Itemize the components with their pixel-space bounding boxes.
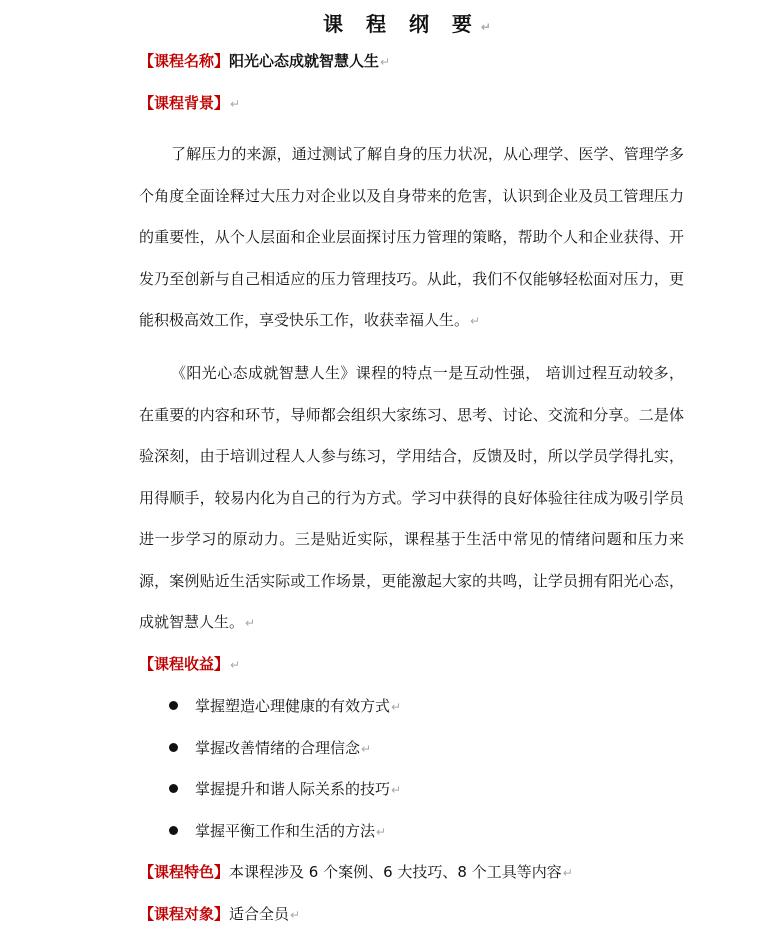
benefits-list <box>169 686 401 852</box>
paragraph-mark: ↵ <box>290 908 301 922</box>
bullet-icon <box>169 743 178 752</box>
paragraph-mark: ↵ <box>230 658 241 672</box>
document-title: 课 程 纲 要↵ <box>323 12 499 36</box>
paragraph-mark: ↵ <box>380 55 391 69</box>
course-name-line <box>139 50 390 71</box>
paragraph-mark: ↵ <box>470 314 481 328</box>
course-name-label: 【课程名称】 <box>139 52 230 70</box>
paragraph-mark: ↵ <box>562 866 573 880</box>
background-paragraph-1: 了解压力的来源，通过测试了解自身的压力状况，从心理学、医学、管理学多个角度全面诠释过大压力对企业以及自身带来的危害，认识到企业及员工管理压力的重要性，从个人层面和企业层面探讨压力管理的策略，帮助个人和企业获得、开发乃至创新与自己相适应的压力管理技巧。从此，我们不仅能够轻松面对压力，更能积极高效工作，享受快乐工作，收获幸福人生。↵ <box>139 145 684 329</box>
bullet-icon <box>169 784 178 793</box>
course-background-label: 【课程背景】 <box>139 94 230 112</box>
course-audience-label: 【课程对象】 <box>139 905 230 923</box>
course-name-value: 阳光心态成就智慧人生 <box>229 52 380 70</box>
background-paragraph-2: 《阳光心态成就智慧人生》课程的特点一是互动性强， 培训过程互动较多，在重要的内容和环节，导师都会组织大家练习、思考、讨论、交流和分享。二是体验深刻，由于培训过程人人参与练习，学用结合，反馈及时，所以学员学得扎实，用得顺手，较易内化为自己的行为方式。学习中获得的良好体验往往成为吸引学员进一步学习的原动力。三是贴近实际，课程基于生活中常见的情绪问题和压力来源，案例贴近生活实际或工作场景，更能激起大家的共鸣，让学员拥有阳光心态，成就智慧人生。↵ <box>139 364 684 631</box>
course-background-heading <box>139 92 240 113</box>
paragraph-mark: ↵ <box>245 616 256 630</box>
course-benefits-label: 【课程收益】 <box>139 655 230 673</box>
paragraph-mark: ↵ <box>361 741 372 756</box>
paragraph-mark: ↵ <box>391 700 402 714</box>
course-features-line <box>139 861 573 882</box>
list-item: 掌握改善情绪的合理信念↵ <box>169 728 401 770</box>
course-benefits-heading <box>139 653 240 674</box>
bullet-icon <box>169 701 178 710</box>
list-item: 掌握平衡工作和生活的方法↵ <box>169 811 401 853</box>
paragraph-mark: ↵ <box>480 20 499 34</box>
paragraph-mark: ↵ <box>391 783 402 797</box>
course-features-label: 【课程特色】 <box>139 863 230 881</box>
course-features-value: 本课程涉及 6 个案例、6 大技巧、8 个工具等内容 <box>229 863 562 881</box>
course-audience-value: 适合全员 <box>229 905 290 923</box>
course-audience-line <box>139 903 300 924</box>
paragraph-mark: ↵ <box>230 97 241 111</box>
paragraph-mark: ↵ <box>376 824 387 839</box>
bullet-icon <box>169 826 178 835</box>
list-item: 掌握塑造心理健康的有效方式↵ <box>169 686 401 728</box>
list-item: 掌握提升和谐人际关系的技巧↵ <box>169 769 401 811</box>
